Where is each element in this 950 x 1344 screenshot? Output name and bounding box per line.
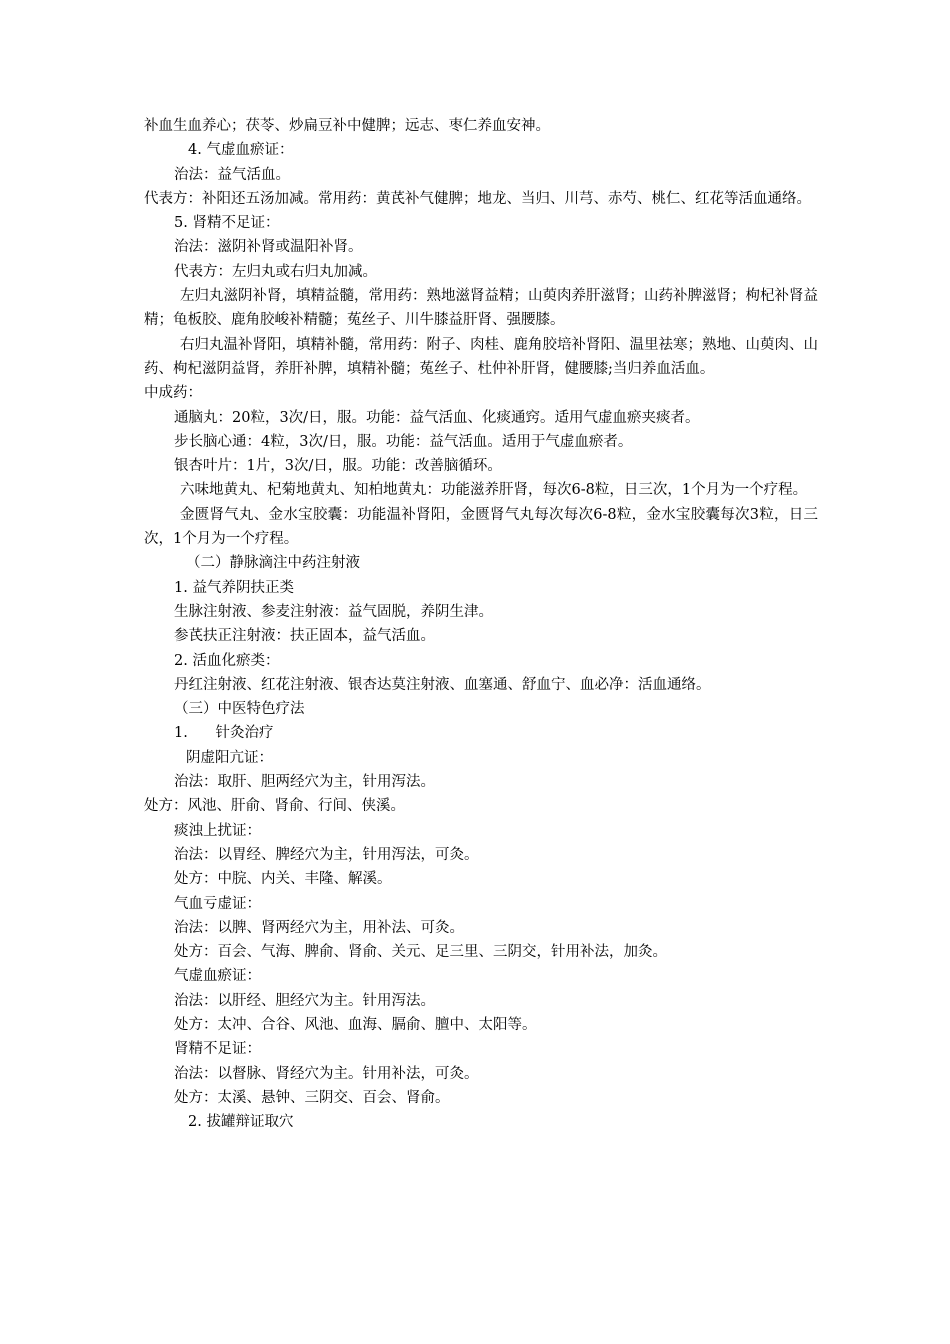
- paragraph-line: 补血生血养心；茯苓、炒扁豆补中健脾；远志、枣仁养血安神。: [144, 118, 550, 134]
- paragraph-line: 1. 针灸治疗: [174, 725, 274, 742]
- paragraph-line: 2. 活血化瘀类：: [174, 652, 280, 669]
- paragraph-line: 处方：中脘、内关、丰隆、解溪。: [174, 871, 392, 888]
- paragraph-line: 处方：太溪、悬钟、三阴交、百会、肾俞。: [174, 1089, 450, 1106]
- paragraph-line: 痰浊上扰证：: [174, 822, 261, 839]
- paragraph-line: 通脑丸：20粒，3次/日，服。功能：益气活血、化痰通窍。适用气虚血瘀夹痰者。: [174, 409, 700, 426]
- paragraph-line: 银杏叶片：1片，3次/日，服。功能：改善脑循环。: [174, 458, 502, 475]
- paragraph-line: 气虚血瘀证：: [174, 968, 261, 985]
- paragraph-line: 生脉注射液、参麦注射液：益气固脱，养阴生津。: [174, 603, 493, 620]
- paragraph-line: 治法：益气活血。: [174, 166, 290, 183]
- section-heading-cupping: 2. 拔罐辩证取穴: [188, 1114, 294, 1131]
- paragraph-line: 代表方：左归丸或右归丸加减。: [174, 263, 377, 280]
- section-heading-injection: （二）静脉滴注中药注射液: [186, 555, 360, 572]
- paragraph-line: 治法：以督脉、肾经穴为主。针用补法，可灸。: [174, 1065, 479, 1082]
- paragraph-line: 治法：取肝、胆两经穴为主，针用泻法。: [174, 774, 435, 791]
- section-heading-tcm-therapy: （三）中医特色疗法: [174, 701, 305, 718]
- paragraph-line: 处方：太冲、合谷、风池、血海、膈俞、膻中、太阳等。: [174, 1016, 537, 1033]
- paragraph-line: 治法：以脾、肾两经穴为主，用补法、可灸。: [174, 919, 464, 936]
- section-heading-zhongchengyao: 中成药：: [144, 385, 202, 402]
- paragraph-line: 参芪扶正注射液：扶正固本，益气活血。: [174, 628, 435, 645]
- paragraph-line: 气血亏虚证：: [174, 895, 261, 912]
- section-heading-qixu-xueyu: 4. 气虚血瘀证：: [188, 142, 294, 159]
- paragraph-line: 处方：风池、肝俞、肾俞、行间、侠溪。: [144, 798, 405, 815]
- paragraph-zuogui-wan: 左归丸滋阴补肾，填精益髓，常用药：熟地滋肾益精；山萸肉养肝滋肾；山药补脾滋肾；枸杞补肾益精；龟板胶、鹿角胶峻补精髓；菟丝子、川牛膝益肝肾、强腰膝。: [144, 288, 818, 329]
- paragraph-liuwei-dihuang: 六味地黄丸、杞菊地黄丸、知柏地黄丸：功能滋养肝肾，每次6-8粒，日三次，1个月为一个疗程。: [180, 482, 808, 499]
- paragraph-representative-formula: 代表方：补阳还五汤加减。常用药：黄芪补气健脾；地龙、当归、川芎、赤芍、桃仁、红花等活血通络。: [144, 190, 811, 207]
- paragraph-line: 1. 益气养阴扶正类: [174, 579, 294, 596]
- paragraph-line: 肾精不足证：: [174, 1041, 261, 1058]
- paragraph-line: 阴虚阳亢证：: [186, 749, 273, 766]
- paragraph-line: 治法：以胃经、脾经穴为主，针用泻法，可灸。: [174, 846, 479, 863]
- paragraph-jingui-shenqi: 金匮肾气丸、金水宝胶囊：功能温补肾阳，金匮肾气丸每次每次6-8粒，金水宝胶囊每次3粒，日三次，1个月为一个疗程。: [144, 506, 818, 548]
- section-heading-shenjing-buzu: 5. 肾精不足证：: [174, 215, 280, 232]
- paragraph-line: 治法：滋阴补肾或温阳补肾。: [174, 239, 363, 256]
- paragraph-line: 治法：以肝经、胆经穴为主。针用泻法。: [174, 992, 435, 1009]
- paragraph-line: 步长脑心通：4粒，3次/日，服。功能：益气活血。适用于气虚血瘀者。: [174, 433, 633, 450]
- paragraph-yougui-wan: 右归丸温补肾阳，填精补髓，常用药：附子、肉桂、鹿角胶培补肾阳、温里祛寒；熟地、山萸肉、山药、枸杞滋阴益肾，养肝补脾，填精补髓；菟丝子、杜仲补肝肾，健腰膝;当归养血活血。: [144, 336, 818, 377]
- paragraph-line: 处方：百会、气海、脾俞、肾俞、关元、足三里、三阴交，针用补法，加灸。: [174, 944, 667, 961]
- paragraph-line: 丹红注射液、红花注射液、银杏达莫注射液、血塞通、舒血宁、血必净：活血通络。: [174, 676, 711, 693]
